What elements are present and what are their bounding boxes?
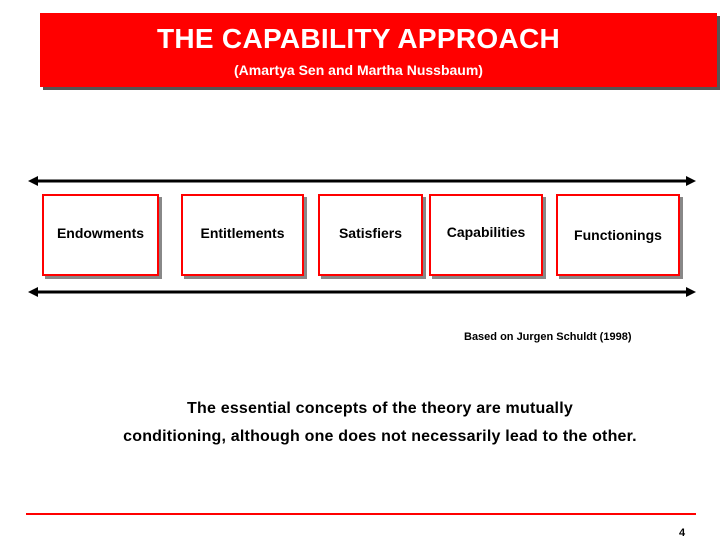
concept-label: Satisfiers — [338, 225, 403, 241]
bottom-double-arrow — [28, 285, 696, 299]
source-note: Based on Jurgen Schuldt (1998) — [464, 331, 632, 343]
top-double-arrow — [28, 174, 696, 188]
title-banner — [40, 13, 717, 87]
concept-label: Entitlements — [200, 225, 285, 241]
slide-subtitle: (Amartya Sen and Martha Nussbaum) — [234, 62, 483, 78]
concept-box-satisfiers — [318, 194, 423, 276]
page-number: 4 — [679, 527, 686, 539]
concept-label: Endowments — [56, 225, 145, 241]
concept-box-entitlements — [181, 194, 304, 276]
concept-box-capabilities — [429, 194, 543, 276]
statement-line-1: The essential concepts of the theory are mutually — [187, 400, 573, 417]
concept-box-endowments — [42, 194, 159, 276]
statement-line-2: conditioning, although one does not necessarily lead to the other. — [123, 428, 637, 445]
concept-label: Capabilities — [446, 224, 526, 240]
concept-box-functionings — [556, 194, 680, 276]
footer-divider — [26, 513, 696, 515]
concept-label: Functionings — [574, 227, 662, 243]
key-statement — [60, 395, 700, 451]
slide-title: THE CAPABILITY APPROACH — [156, 23, 561, 54]
